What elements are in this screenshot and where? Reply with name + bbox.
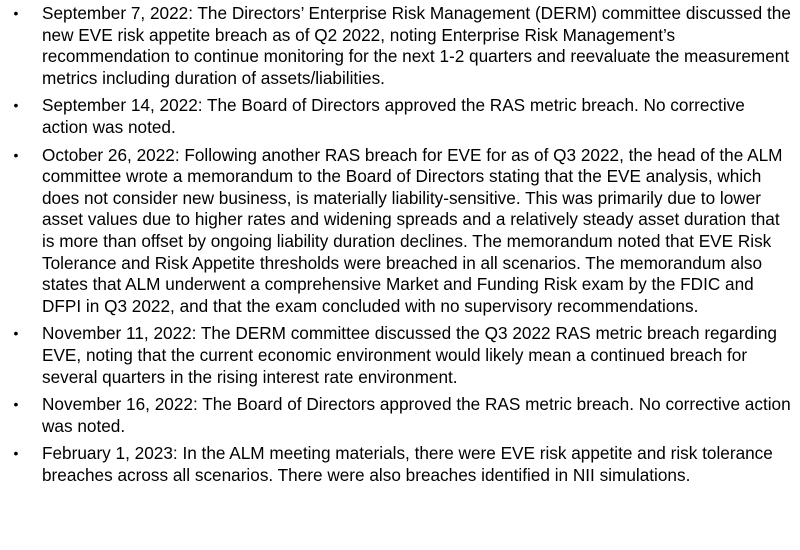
- list-item-text: October 26, 2022: Following another RAS breach for EVE for as of Q3 2022, the head of the ALM committee wrote a memorandum to the Board of Directors stating that the EVE analysis, which does not consider new business, is materially liability-sensitive. This was primarily due to lower asset values due to higher rates and widening spreads and a relatively steady asset duration that is more than offset by ongoing liability duration declines. The memorandum noted that EVE Risk Tolerance and Risk Appetite thresholds were breached in all scenarios. The memorandum also states that ALM underwent a comprehensive Market and Funding Risk exam by the FDIC and DFPI in Q3 2022, and that the exam concluded with no supervisory recommendations.: [42, 144, 783, 316]
- list-item: [0, 443, 800, 486]
- bullet-icon: •: [13, 5, 19, 21]
- list-item: [0, 323, 800, 388]
- bullet-icon: •: [13, 146, 19, 163]
- bullet-icon: •: [13, 97, 19, 114]
- bullet-icon: •: [13, 325, 19, 342]
- list-item: [0, 3, 800, 89]
- timeline-list: [0, 3, 800, 492]
- list-item: [0, 95, 800, 138]
- list-item-text: November 11, 2022: The DERM committee discussed the Q3 2022 RAS metric breach regarding EVE, noting that the current economic environment would likely mean a continued breach for several quarters in the rising interest rate environment.: [42, 323, 777, 387]
- list-item-text: September 14, 2022: The Board of Directors approved the RAS metric breach. No corrective action was noted.: [42, 95, 745, 137]
- list-item-text: September 7, 2022: The Directors’ Enterprise Risk Management (DERM) committee discussed the new EVE risk appetite breach as of Q2 2022, noting Enterprise Risk Management’s recommendation to continue monitoring for the next 1-2 quarters and reevaluate the measurement metrics including duration of assets/liabilities.: [42, 3, 791, 88]
- list-item: [0, 145, 800, 318]
- list-item-text: February 1, 2023: In the ALM meeting materials, there were EVE risk appetite and risk tolerance breaches across all scenarios. There were also breaches identified in NII simulations.: [42, 443, 773, 485]
- list-item-text: November 16, 2022: The Board of Directors approved the RAS metric breach. No corrective action was noted.: [42, 394, 791, 436]
- list-item: [0, 394, 800, 437]
- bullet-icon: •: [13, 396, 19, 413]
- bullet-icon: •: [13, 445, 19, 462]
